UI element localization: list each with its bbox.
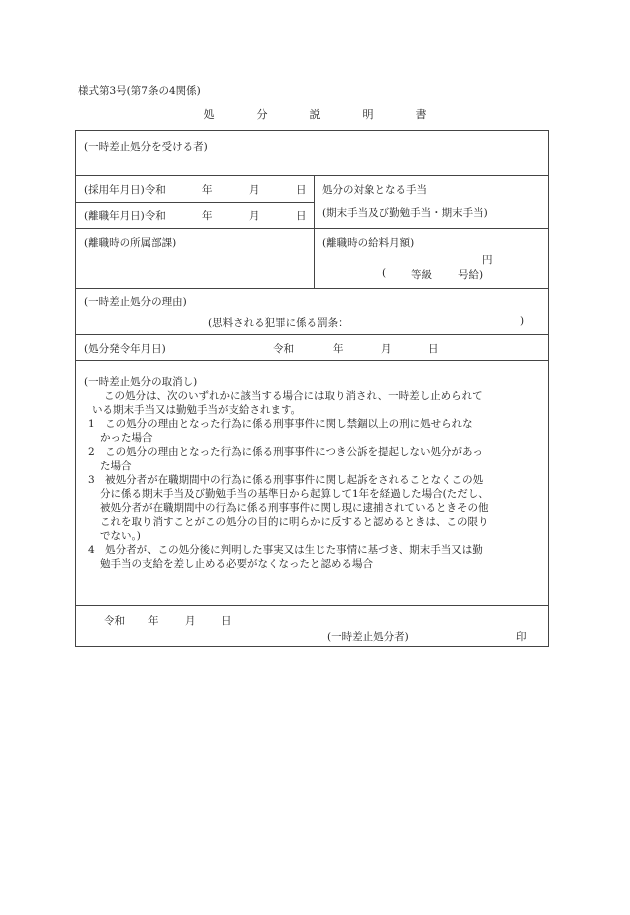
cancellation-item-2: 2 この処分の理由となった行為に係る刑事事件につき公訴を提起しない処分があっ <box>88 446 483 458</box>
yen-unit: 円 <box>482 254 493 266</box>
step-unit: 号給) <box>458 269 484 281</box>
row-divider <box>76 228 548 229</box>
reason-label: (一時差止処分の理由) <box>84 296 187 308</box>
cancellation-item-4: 勉手当の支給を差し止める必要がなくなったと認める場合 <box>100 558 373 570</box>
grade-unit: 等級 <box>411 269 432 281</box>
form-number-label: 様式第3号(第7条の4関係) <box>78 85 201 97</box>
penalty-close-paren: ) <box>520 315 525 327</box>
cancellation-item-1: かった場合 <box>100 432 153 444</box>
salary-label: (離職時の給料月額) <box>322 237 415 249</box>
issue-month-unit: 月 <box>381 343 392 355</box>
row-divider <box>76 360 548 361</box>
seal-mark: 印 <box>516 631 527 643</box>
cancellation-item-2: た場合 <box>100 460 132 472</box>
retire-month-unit: 月 <box>249 210 260 222</box>
row-divider <box>76 605 548 606</box>
allowance-target-value: (期末手当及び勤勉手当・期末手当) <box>322 207 488 219</box>
hire-date-label: (採用年月日)令和 <box>84 184 166 196</box>
row-divider <box>76 288 548 289</box>
row-divider <box>76 175 548 176</box>
cancellation-item-3: 3 被処分者が在職期間中の行為に係る刑事事件に関し起訴をされることなくこの処 <box>88 474 484 486</box>
title-char: 分 <box>256 108 268 121</box>
cancellation-heading: (一時差止処分の取消し) <box>84 376 198 388</box>
cancellation-section <box>84 375 489 571</box>
retire-day-unit: 日 <box>296 210 307 222</box>
footer-reiwa: 令和 <box>104 615 125 627</box>
form-table <box>75 130 549 647</box>
column-divider <box>314 175 315 288</box>
grade-open-paren: ( <box>382 267 387 279</box>
penalty-label: (思料される犯罪に係る罰条： <box>208 317 349 329</box>
cancellation-item-4: 4 処分者が、この処分後に判明した事実又は生じた事情に基づき、期末手当又は勤 <box>88 544 483 556</box>
cancellation-intro: いる期末手当又は勤勉手当が支給されます。 <box>92 404 302 416</box>
footer-month-unit: 月 <box>185 615 196 627</box>
cancellation-intro: この処分は、次のいずれかに該当する場合には取り消され、一時差し止められて <box>104 390 483 402</box>
title-char: 説 <box>309 108 321 121</box>
cancellation-item-3: 分に係る期末手当及び勤勉手当の基準日から起算して1年を経過した場合(ただし、 <box>100 488 489 500</box>
retire-year-unit: 年 <box>202 210 213 222</box>
cancellation-item-3: でない。) <box>100 530 141 542</box>
title-char: 処 <box>203 108 215 121</box>
row-divider <box>76 334 548 335</box>
hire-year-unit: 年 <box>202 184 213 196</box>
cancellation-item-1: 1 この処分の理由となった行為に係る刑事事件に関し禁錮以上の刑に処せられな <box>88 418 473 430</box>
hire-month-unit: 月 <box>249 184 260 196</box>
footer-day-unit: 日 <box>221 615 232 627</box>
retire-date-label: (離職年月日)令和 <box>84 210 166 222</box>
footer-year-unit: 年 <box>148 615 159 627</box>
issuer-label: (一時差止処分者) <box>327 631 409 643</box>
issue-date-label: (処分発令年月日) <box>84 343 166 355</box>
cancellation-item-3: これを取り消すことがこの処分の目的に明らかに反すると認めるときは、この限り <box>100 516 489 528</box>
recipient-label: (一時差止処分を受ける者) <box>84 141 208 153</box>
hire-day-unit: 日 <box>296 184 307 196</box>
title-char: 書 <box>415 108 427 121</box>
row-divider <box>76 202 314 203</box>
issue-day-unit: 日 <box>428 343 439 355</box>
department-label: (離職時の所属部課) <box>84 237 177 249</box>
allowance-target-label: 処分の対象となる手当 <box>322 184 427 196</box>
title-char: 明 <box>362 108 374 121</box>
issue-reiwa: 令和 <box>273 343 294 355</box>
page-title <box>0 106 630 122</box>
cancellation-item-3: 被処分者が在職期間中の行為に係る刑事事件に関し現に逮捕されているときその他 <box>100 502 489 514</box>
issue-year-unit: 年 <box>333 343 344 355</box>
